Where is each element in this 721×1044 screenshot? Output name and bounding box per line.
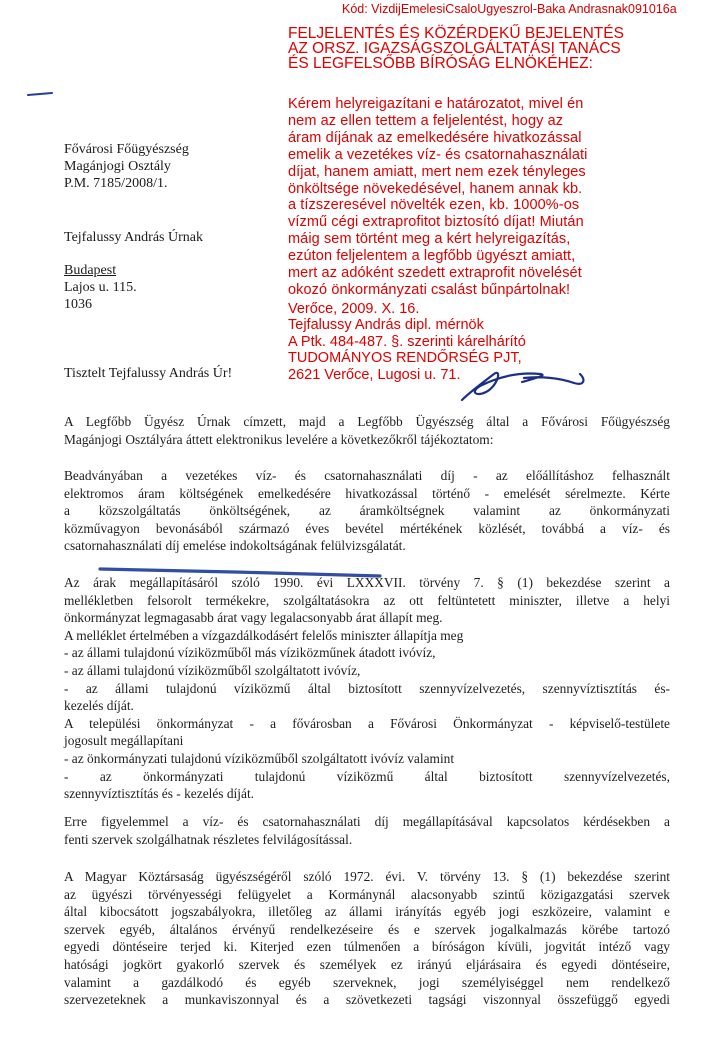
paragraph-line: - az állami tulajdonú víziközműből más víziközműnek átadott ivóvíz, (64, 645, 436, 661)
red-request-line: mert az adóként szedett extraprofit növelését (288, 265, 582, 282)
paragraph-line: kezelés díját. (64, 698, 134, 714)
red-signature-name: Tejfalussy András dipl. mérnök (288, 317, 484, 334)
paragraph-line: a közszolgáltatás önköltségének, az áramköltségnek valamint az önkormányzati (64, 503, 670, 519)
paragraph-line: A Magyar Köztársaság ügyészségéről szóló 1972. évi. V. törvény 13. § (1) bekezdése szerint (64, 869, 670, 884)
red-heading-line: ÉS LEGFELSŐBB BÍRÓSÁG ELNÖKÉHEZ: (288, 55, 593, 72)
red-signature-address: 2621 Verőce, Lugosi u. 71. (288, 366, 461, 383)
red-signature-date: Verőce, 2009. X. 16. (288, 301, 420, 317)
addressee-city: Budapest (64, 263, 117, 278)
paragraph-line: valamint a gazdálkodó és egyéb szerveknek, jogi személyiséggel nem rendelkező (64, 974, 670, 990)
paragraph-line: szervek egyéb, általános érvényű rendelkezéseire és e szervek jogalkalmazás körébe tartozó (64, 921, 670, 937)
red-heading-line: FELJELENTÉS ÉS KÖZÉRDEKŰ BEJELENTÉS (288, 25, 624, 42)
paragraph-line: hatósági jogkört gyakorló szervek és személyek ez irányú eljárásaira és egyedi döntéseire, (64, 956, 670, 972)
paragraph-line: szervezeteknek a munkaviszonnyal és a szövetkezeti tagsági viszonnyal összefüggő egyedi (64, 992, 670, 1008)
paragraph-line: - az állami tulajdonú víziközműből szolgáltatott ivóvíz, (64, 662, 361, 678)
red-request-line: önköltsége növekedésével, hanem annak kb. (288, 180, 583, 197)
red-request-line: ezúton feljelentem a legfőbb ügyészt amiatt, (288, 248, 576, 265)
paragraph-line: egyedi döntéseire terjed ki. Kiterjed ezen túlmenően a bíróságon kívüli, jogvitát intéző vagy (64, 939, 670, 955)
paragraph-line: Az árak megállapításáról szóló 1990. évi LXXXVII. törvény 7. § (1) bekezdése szerint a (64, 575, 670, 590)
paragraph-line: Beadványában a vezetékes víz- és csatornahasználati díj - az előállításhoz felhasznált (64, 468, 670, 483)
paragraph-line: mellékletben felsorolt termékekre, szolgáltatásokra az ott feltüntetett miniszter, illetve a helyi (64, 592, 670, 608)
handwritten-signature (462, 373, 583, 400)
paragraph-line: - az önkormányzati tulajdonú víziközműből szolgáltatott ivóvíz valamint (64, 750, 455, 766)
addressee-zip: 1036 (64, 297, 92, 312)
paragraph-line: csatornahasználati díj emelése indokoltságának felülvizsgálatát. (64, 538, 406, 554)
paragraph-line: az ügyészi törvényességi felügyelet a Kormánynál alacsonyabb szintű közigazgatási szervek (64, 886, 670, 902)
red-request-line: máig sem történt meg a kért helyreigazítás, (288, 231, 571, 248)
red-signature-org: TUDOMÁNYOS RENDŐRSÉG PJT, (288, 350, 522, 367)
red-request-line: vízmű cégi extraprofitot biztosító díjat! Miután (288, 214, 584, 231)
sender-office: Fővárosi Főügyészség (64, 142, 189, 157)
paragraph-line: önkormányzat legmagasabb árat vagy legalacsonyabb árat állapít meg. (64, 610, 443, 626)
red-request-line: a tízszeresével növelték ezen, kb. 1000%-os (288, 197, 580, 214)
red-request-line: áram díjának az emelkedésére hivatkozással (288, 129, 582, 146)
paragraph-line: A települési önkormányzat - a fővárosban a Fővárosi Önkormányzat - képviselő-testülete (64, 715, 670, 731)
case-number: P.M. 7185/2008/1. (64, 176, 168, 191)
red-signature-role: A Ptk. 484-487. §. szerinti kárelhárító (288, 333, 526, 350)
paragraph-line: - az önkormányzati tulajdonú víziközmű által biztosított szennyvízelvezetés, (64, 768, 670, 784)
paragraph-line: A melléklet értelmében a vízgazdálkodásért felelős miniszter állapítja meg (64, 627, 464, 643)
paragraph-line: fenti szervek szolgálhatnak részletes felvilágosítással. (64, 831, 353, 847)
addressee-street: Lajos u. 115. (64, 280, 137, 295)
pen-dash-mark (28, 93, 52, 95)
paragraph-line: jogosult megállapítani (64, 733, 184, 749)
sender-department: Magánjogi Osztály (64, 159, 171, 174)
red-request-line: díjat, hanem amiatt, mert nem ezek tényleges (288, 163, 586, 180)
pen-underline-stroke (100, 569, 380, 576)
paragraph-line: szennyvíztisztítás és - kezelés díját. (64, 786, 255, 802)
paragraph-line: Magánjogi Osztályára áttett elektronikus levelére a következőkről tájékoztatom: (64, 431, 494, 447)
red-request-line: okozó önkormányzati csalást bűnpártolnak! (288, 281, 571, 298)
document-code: Kód: VizdijEmelesiCsaloUgyeszrol-Baka Andrasnak091016a (342, 2, 677, 16)
red-request-line: Kérem helyreigazítani e határozatot, mivel én (288, 96, 584, 112)
paragraph-line: elektromos áram költségének emelkedésére hivatkozással történő - emelését sérelmezte. Kérte (64, 485, 670, 501)
red-request-line: nem az ellen tettem a feljelentést, hogy az (288, 112, 564, 129)
paragraph-line: közművagyon bevonásából származó éves bevétel mértékének közlését, továbbá a víz- és (64, 520, 670, 536)
paragraph-line: által kibocsátott jogszabályokra, illetőleg az állami irányítás egyéb jogi eszközeire, valamint e (64, 904, 670, 920)
salutation: Tisztelt Tejfalussy András Úr! (64, 366, 233, 381)
paragraph-line: Erre figyelemmel a víz- és csatornahasználati díj megállapításával kapcsolatos kérdésekben a (64, 814, 670, 829)
red-request-line: emelik a vezetékes víz- és csatornahasználati (288, 146, 588, 163)
addressee-name: Tejfalussy András Úrnak (64, 230, 203, 245)
paragraph-line: A Legfőbb Ügyész Úrnak címzett, majd a Legfőbb Ügyészség által a Fővárosi Főügyészség (64, 414, 670, 429)
red-heading-line: AZ ORSZ. IGAZSÁGSZOLGÁLTATÁSI TANÁCS (288, 40, 621, 57)
paragraph-line: - az állami tulajdonú víziközmű által biztosított szennyvízelvezetés, szennyvíztisztítás és- (64, 680, 670, 696)
